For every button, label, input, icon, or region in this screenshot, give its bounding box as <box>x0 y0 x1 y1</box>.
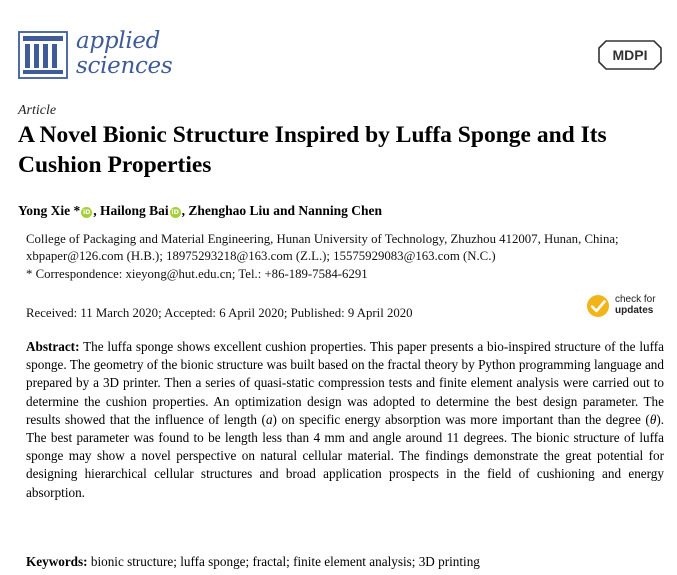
author-name: Hailong Bai <box>100 203 169 218</box>
abstract-text: ). The best parameter was found to be length less than 4 mm and angle around 11 degrees. The bionic structure of luffa sponge may show a novel perspective on natural cellular material. The findings demonstrate the great potential for designing hierarchical cellular structures and broad application prospects in the field of cushioning and energy absorption. <box>26 411 665 500</box>
author-list <box>18 203 382 219</box>
author-name: Nanning Chen <box>298 203 383 218</box>
abstract-text: The luffa sponge shows excellent cushion properties. This paper presents a bio-inspired structure of the luffa sponge. The geometry of the bionic structure was built based on the fractal theory by Python programming language and prepared by a 3D printer. Then a series of quasi-static compression tests and finite element analysis were carried out to determine the cushion properties. An optimization design was adopted to determine the best design parameter. The results showed that the influence of length ( <box>26 339 664 427</box>
author-separator: , <box>181 203 189 218</box>
paper-title: A Novel Bionic Structure Inspired by Luffa Sponge and Its Cushion Properties <box>18 122 607 178</box>
keywords-label: Keywords: <box>26 554 88 569</box>
journal-name-line1: applied <box>76 28 161 54</box>
publisher-name: MDPI <box>612 47 648 63</box>
publication-dates: Received: 11 March 2020; Accepted: 6 April 2020; Published: 9 April 2020 <box>26 306 413 320</box>
orcid-icon[interactable]: iD <box>171 208 179 216</box>
author-name: Zhenghao Liu <box>188 203 270 218</box>
journal-name <box>76 29 172 79</box>
symbol-a: a <box>265 411 273 427</box>
check-for-updates-icon <box>586 294 610 318</box>
journal-logo <box>18 29 178 85</box>
abstract-label: Abstract: <box>26 339 80 354</box>
abstract <box>26 338 664 502</box>
keywords <box>26 554 480 570</box>
corresponding-mark: * <box>70 203 81 218</box>
check-for-updates-line1: check for <box>615 294 656 305</box>
article-type: Article <box>18 103 57 118</box>
symbol-theta: θ <box>649 411 657 427</box>
abstract-text: ) on specific energy absorption was more important than the degree ( <box>272 411 650 427</box>
keywords-text: bionic structure; luffa sponge; fractal; finite element analysis; 3D printing <box>87 554 480 569</box>
check-for-updates-badge[interactable] <box>586 292 666 322</box>
mdpi-logo <box>598 40 662 70</box>
author-separator: , <box>93 203 101 218</box>
check-for-updates-line2: updates <box>615 305 654 316</box>
affiliation: College of Packaging and Material Engineering, Hunan University of Technology, Zhuzhou 412007, Hunan, China; xbpaper@126.com (H.B.); 18975293218@163.com (Z.L.); 15575929083@163.com (N.C.) <box>26 232 619 263</box>
correspondence: * Correspondence: xieyong@hut.edu.cn; Tel.: +86-189-7584-6291 <box>26 267 368 281</box>
check-for-updates-label <box>615 294 656 316</box>
journal-name-line2: sciences <box>76 53 173 79</box>
author-separator: and <box>269 203 299 218</box>
journal-columns-icon <box>18 31 68 79</box>
author-name: Yong Xie <box>18 203 71 218</box>
orcid-icon[interactable]: iD <box>82 208 91 216</box>
